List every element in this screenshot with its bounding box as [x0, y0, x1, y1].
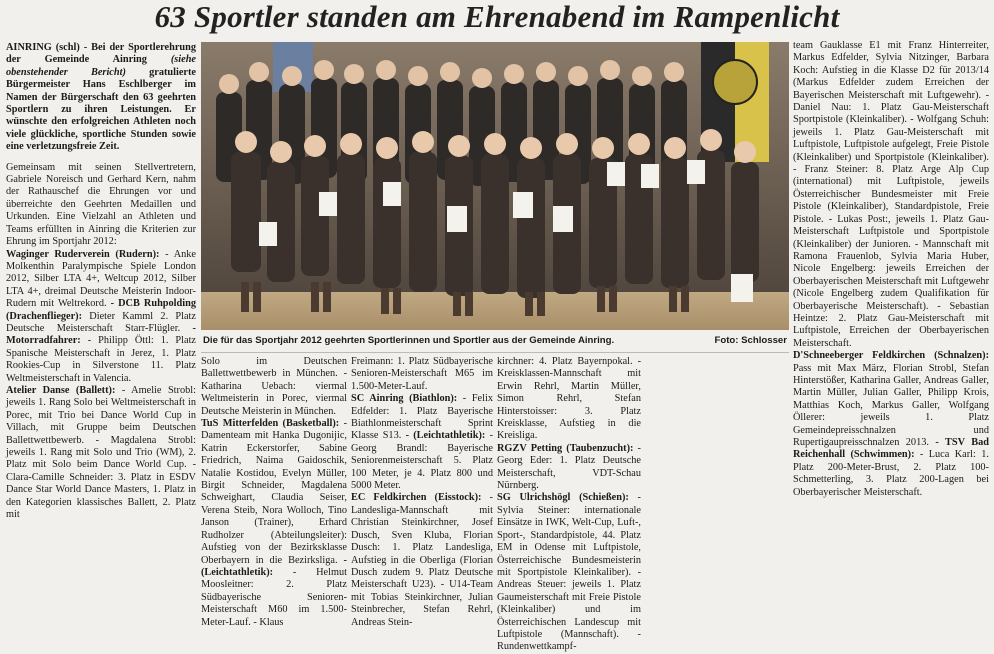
club-heading: - Motorradfahrer: — [6, 322, 196, 347]
club-heading: Waginger Ruderverein (Rudern): — [6, 248, 160, 260]
club-text: - Georg Brandl: Bayerische Seniorenmeisterschaft 5. Platz 100 Meter, je 4. Platz 800 und 5000 Meter. — [351, 430, 493, 492]
headline: 63 Sportler standen am Ehrenabend im Rampenlicht — [154, 0, 840, 34]
photo-caption: Die für das Sportjahr 2012 geehrten Sportlerinnen und Sportler aus der Gemeinde Ainring. — [203, 335, 615, 346]
group-photo-image — [201, 42, 789, 330]
club-heading: SG Ulrichshögl (Schießen): — [497, 492, 629, 504]
club-text: - Damenteam mit Hanka Dugonijic, Katrin Eckerstorfer, Sabine Friedrich, Naima Gaidoschik, Natalie Kostidou, Evelyn Müller, Birgit Schneider, Magdalena Schweighart, Claudia Seiser, Verena Steib, Nora Wolloch, Tino Janson (Trainer), Erhard Rudholzer (Abteilungsleiter): Aufstieg von der Bezirksklasse Oberbayern in die Bezirksliga. — [201, 418, 347, 566]
club-entry — [6, 249, 196, 385]
article-column-6 — [645, 356, 789, 604]
club-entry — [351, 492, 493, 628]
club-entry — [201, 356, 347, 418]
article-column-5 — [793, 40, 989, 604]
lead-text-a: - Bei der Sportlerehrung der Gemeinde Ainring — [6, 42, 196, 66]
club-text: kirchner: 4. Platz Bayernpokal. - Kreisklassen-Mannschaft mit Erwin Rehrl, Martin Müller, Simon Rehrl, Stefan Hinterstoisser: 3. Platz Kreisklasse, Aufstieg in die Kreisliga. — [497, 356, 641, 442]
photo-caption-bar — [203, 334, 787, 350]
club-entry — [793, 40, 989, 350]
club-text: Dieter Kamml 2. Platz Deutsche Meisterschaft Starr-Flügler. — [6, 310, 196, 334]
club-heading: TuS Mitterfelden (Basketball): — [201, 418, 340, 430]
lead-reference: (siehe obenstehender Bericht) — [6, 54, 196, 78]
article-column-1 — [6, 42, 196, 604]
club-entry — [351, 393, 493, 492]
article-column-3 — [351, 356, 493, 628]
club-text: Pass mit Max März, Florian Strobl, Stefan Hinterstößer, Katharina Galler, Andreas Galler, Martin Müller, Julian Galler, Philipp Krois, Matthias Koch, Markus Galler, Wolfgang Öllerer: jeweils 1. Platz Gemeindepreisschnalzen und Rupertigaupreisschnalzen 2013. — [793, 362, 989, 448]
club-text: - Landesliga-Mannschaft mit Christian Steinkirchner, Josef Dusch, Sven Kluba, Florian Dusch: 1. Platz Landesliga, Aufstieg in die Oberliga (Florian Dusch zudem 9. Platz Deutsche Meisterschaft U23). - U14-Team mit Tobias Steinkirchner, Julian Steinbrecher, Stefan Rehrl, Andreas Stein- — [351, 492, 493, 628]
club-entry — [6, 385, 196, 521]
club-heading: - DCB Ruhpolding (Drachenflieger): — [6, 298, 196, 322]
club-entry — [201, 418, 347, 629]
lead-paragraph — [6, 42, 196, 154]
club-text: - Philipp Öttl: 1. Platz Spanische Meisterschaft in Jerez, 1. Platz Rookies-Cup in Silverstone 11. Platz Weltmeisterschaft in Valencia. — [6, 335, 196, 384]
club-heading: - TSV Bad Reichenhall (Schwimmen): — [793, 437, 989, 461]
club-text: - Sylvia Steiner: internationale Einsätze in IWK, Welt-Cup, Luft-, Sport-, Standardpistole, 44. Platz EM in Odense mit Luftpistole, Österreichische Bundesmeisterin mit Sportpistole Kleinkaliber). - Andreas Steuer: jeweils 1. Platz Gaumeisterschaft mit Freie Pistole (Kleinkaliber) und im Österreichischen Landescup mit Luftpistole (Mannschaft). - Rundenwettkampf- — [497, 492, 641, 653]
club-heading: - (Leichtathletik): — [201, 554, 347, 578]
club-text: - Felix Edfelder: 1. Platz Bayerische Biathlonmeisterschaft Sprint Klasse S13. — [351, 393, 493, 442]
club-text: team Gauklasse E1 mit Franz Hinterreiter, Markus Edfelder, Sylvia Nitzinger, Barbara Koch: Aufstieg in die Klasse D2 für 2013/14 (Markus Edfelder zudem Erreichen der Bayerischen Meisterschaft mit Luftgewehr). - Daniel Nau: 1. Platz Gau-Meisterschaft Sportpistole (Kleinkaliber). - Wolfgang Schuh: jeweils 1. Platz Gau-Meisterschaft mit Luftpistole, Luftpistole aufgelegt, Freie Pistole (Kleinkaliber) und Sportpistole (Kleinkaliber). - Franz Steiner: 8. Platz Arge Alp Cup (international) mit Luftpistole, jeweils Österreichischer Bundesmeister mit Freie Pistole (Kleinkaliber), Standardpistole, Freie Pistole. - Lukas Post:, jeweils 1. Platz Gau-Meisterschaft Luftpistole und Sportpistole (Kleinkaliber) der Junioren. - Mannschaft mit Ramona Frauenlob, Sylvia Maria Huber, Nicole Engelberg: jeweils Erreichen der Oberbayerischen Meisterschaft mit Luftgewehr (Nicole Engelberg zudem Qualifikation für Oberbayerische Meisterschaft). - Sebastian Heintze: 2. Platz Gau-Meisterschaft mit Luftpistole, Erreichen der Oberbayerischen Meisterschaft. — [793, 40, 989, 349]
caption-divider — [201, 352, 789, 353]
lead-place: AINRING (schl) — [6, 42, 80, 53]
club-entry — [497, 492, 641, 653]
group-photo — [201, 42, 789, 330]
club-entry — [351, 356, 493, 393]
club-entry — [793, 350, 989, 499]
club-text: Freimann: 1. Platz Südbayerische Senioren-Meisterschaft M65 im 1.500-Meter-Lauf. — [351, 356, 493, 392]
photo-credit: Foto: Schlosser — [714, 335, 787, 346]
club-heading: D'Schneeberger Feldkirchen (Schnalzen): — [793, 350, 989, 362]
club-text: - Amelie Strobl: jeweils 1. Rang Solo bei Weltmeisterschaft in Porec, mit Trio bei Dance World Cup in Villach, mit Gruppe beim Deutschen Ballettwettbewerb. - Magdalena Strobl: jeweils 1. Rang mit Solo und Trio (WM), 2. Platz mit Solo beim Dance World Cup. - Clara-Camille Schneider: 3. Platz in ESDV Dance Star World Dance Masters, 1. Platz in den Kategorien klassisches Ballett, 2. Platz mit — [6, 384, 196, 521]
article-column-4 — [497, 356, 641, 653]
club-heading: SC Ainring (Biathlon): — [351, 393, 458, 405]
lead-text-b: gratulierte Bürgermeister Hans Eschlberger im Namen der Bürgerschaft den 63 geehrten Sportlern zu ihren Leistungen. Er wünschte den erfolgreichen Athleten noch viele glückliche, sportliche Stunden sowie eine verletzungsfreie Zeit. — [6, 66, 196, 153]
club-text: Solo im Deutschen Ballettwettbewerb in München. - Katharina Uebach: viermal Weltmeisterin in Porec, viermal Deutsche Meisterin in München. — [201, 356, 347, 417]
club-heading: - (Leichtathletik): — [401, 430, 486, 442]
intro-paragraph: Gemeinsam mit seinen Stellvertretern, Gabriele Noreisch und Gerhard Kern, nahm der Rathauschef die Ehrungen vor und überreichte den Geehrten Medaillen und Urkunden. Eine Vielzahl an Athleten und Teams erfüllten in Ainring die Kriterien zur Ehrung im Sportjahr 2012: — [6, 161, 196, 248]
club-text: - Anke Molkenthin Paralympische Spiele London 2012, Silber LTA 4+, Weltcup 2012, Silber LTA 4+, dreimal Deutsche Meisterin Indoor-Rudern mit Weltrekord. — [6, 248, 197, 310]
club-heading: EC Feldkirchen (Eisstock): — [351, 492, 482, 504]
club-entry — [497, 443, 641, 493]
article-column-2 — [201, 356, 347, 628]
club-entry — [497, 356, 641, 443]
club-text: - Georg Eder: 1. Platz Deutsche Meisterschaft, VDT-Schau Nürnberg. — [497, 442, 641, 492]
club-text: - Luca Karl: 1. Platz 200-Meter-Brust, 2. Platz 100-Schmetterling, 3. Platz 200-Lagen bei Oberbayerischer Meisterschaft. — [793, 449, 989, 498]
club-text: - Helmut Moosleitner: 2. Platz Südbayerische Senioren-Meisterschaft M60 im 1.500-Meter-Lauf. - Klaus — [201, 566, 347, 628]
club-heading: Atelier Danse (Ballett): — [6, 384, 116, 396]
club-heading: RGZV Petting (Taubenzucht): — [497, 442, 634, 454]
